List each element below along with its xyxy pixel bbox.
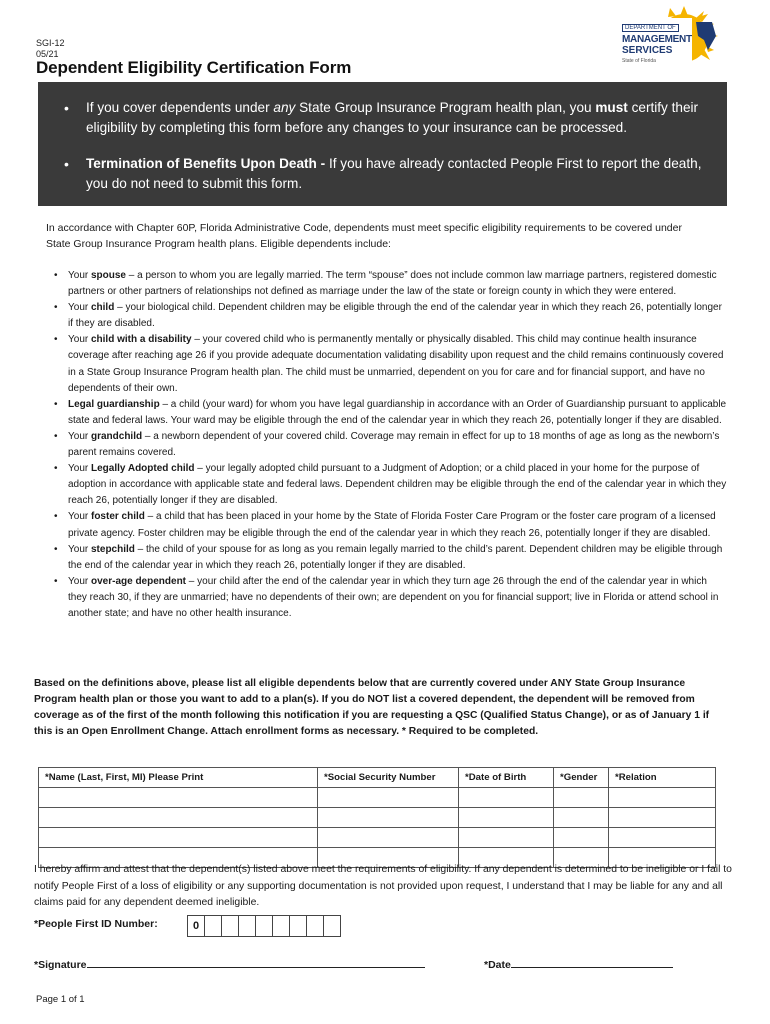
gender-cell[interactable] — [554, 788, 609, 808]
id-digit-box[interactable] — [255, 915, 273, 937]
definitions-list — [68, 268, 728, 622]
name-cell[interactable] — [39, 808, 318, 828]
logo-line-1: DEPARTMENT OF — [622, 24, 679, 32]
dms-logo — [612, 6, 722, 72]
relation-cell[interactable] — [609, 828, 716, 848]
page-number: Page 1 of 1 — [36, 994, 85, 1005]
definition-term: Legal guardianship — [68, 398, 160, 410]
ssn-cell[interactable] — [318, 788, 459, 808]
definition-item — [68, 397, 728, 429]
id-digit-box[interactable] — [272, 915, 290, 937]
header-ssn: *Social Security Number — [318, 768, 459, 788]
date-label: *Date — [484, 959, 511, 971]
date-field — [484, 956, 673, 971]
notice-strong: Termination of Benefits Upon Death - — [86, 156, 329, 171]
definition-term: spouse — [90, 270, 126, 281]
table-row[interactable] — [39, 828, 716, 848]
id-digit-box[interactable] — [323, 915, 341, 937]
page-title: Dependent Eligibility Certification Form — [36, 58, 352, 77]
relation-cell[interactable] — [609, 788, 716, 808]
ssn-cell[interactable] — [318, 808, 459, 828]
definition-item — [68, 268, 728, 300]
definition-prefix: Your — [68, 575, 91, 587]
dob-cell[interactable] — [459, 788, 554, 808]
affirmation-paragraph: I hereby affirm and attest that the dependent(s) listed above meet the requirements of eligibility. If any dependent is determined to be ineligible or I fail to notify People First of a loss of eligibility or any supporting documentation is not provided upon request, I understand that I may be liable for any and all claims paid for any dependent deemed ineligible. — [34, 864, 732, 908]
id-digit-box[interactable] — [289, 915, 307, 937]
gender-cell[interactable] — [554, 808, 609, 828]
notice-banner — [38, 82, 727, 206]
definition-text: – your biological child. Dependent children may be eligible through the end of the calendar year in which they reach 26, potentially longer if they are disabled. — [68, 302, 722, 330]
name-cell[interactable] — [39, 828, 318, 848]
notice-strong: must — [595, 100, 628, 115]
logo-line-3: SERVICES — [622, 45, 673, 56]
intro-paragraph: In accordance with Chapter 60P, Florida Administrative Code, dependents must meet specific eligibility requirements to be covered under State Group Insurance Program health plans. Eligible dependents include: — [46, 222, 682, 250]
definition-term: Legally Adopted child — [90, 463, 195, 475]
definition-item — [68, 461, 728, 509]
gender-cell[interactable] — [554, 828, 609, 848]
definition-text: – your child after the end of the calendar year in which they turn age 26 through the end of the calendar year in which they reach 30, if they are unmarried; have no dependents of their own; are dependent on you for financial support; live in Florida or attend school in another state; and have no other health insurance. — [68, 575, 719, 619]
definition-prefix: Your — [68, 463, 91, 475]
definition-text: – a child that has been placed in your home by the State of Florida Foster Care Program or the foster care program of a licensed private agency. Foster children may be eligible through the end of the calendar year in which they reach 26, potentially longer if they are disabled. — [68, 511, 716, 539]
definition-term: foster child — [90, 511, 145, 523]
definition-text: – your covered child who is permanently mentally or physically disabled. This child may continue health insurance coverage after reaching age 26 if you provide adequate documentation validating disability upon request and the child remains continuously covered in a State Group Insurance Program health plan. The child must be unmarried, dependent on you for care and for financial support, and have no dependents of their own. — [68, 334, 724, 394]
definition-text: – your legally adopted child pursuant to a Judgment of Adoption; or a child placed in your home for the purpose of adoption in accordance with applicable state and federal laws. Dependent children may be eligible through the end of the calendar year in which they reach 26, potentially longer if they are disabled. — [68, 463, 727, 507]
instructions-paragraph: Based on the definitions above, please list all eligible dependents below that are currently covered under ANY State Group Insurance Program health plan or those you want to add to a plan(s). If you do NOT list a covered dependent, the dependent will be removed from coverage as of the first of the month following this notification if you are requesting a QSC (Qualified Status Change), or as of January 1 if this is an Open Enrollment Change. Attach enrollment forms as necessary. * Required to be completed. — [34, 678, 710, 737]
table-row[interactable] — [39, 788, 716, 808]
header-relation: *Relation — [609, 768, 716, 788]
definition-item — [68, 509, 728, 541]
signature-field — [34, 956, 425, 971]
id-digit-box[interactable] — [306, 915, 324, 937]
definition-item — [68, 429, 728, 461]
id-digit-box[interactable] — [238, 915, 256, 937]
definition-term: stepchild — [90, 543, 135, 555]
definition-term: grandchild — [90, 430, 143, 442]
signature-line[interactable] — [87, 956, 425, 968]
definition-prefix: Your — [68, 270, 91, 281]
relation-cell[interactable] — [609, 808, 716, 828]
definition-text: – a child (your ward) for whom you have legal guardianship in accordance with an Order of Guardianship pursuant to applicable state and federal laws. Your ward may be eligible through the end of the calendar year in which they reach 26, potentially longer if they are disabled. — [68, 398, 727, 426]
id-digit-box[interactable] — [221, 915, 239, 937]
id-digit-box[interactable]: 0 — [187, 915, 205, 937]
name-cell[interactable] — [39, 788, 318, 808]
definition-text: – a newborn dependent of your covered child. Coverage may remain in effect for up to 18 months of age as long as the newborn’s parent remains covered. — [68, 430, 720, 459]
notice-item-termination — [86, 154, 716, 194]
definition-prefix: Your — [68, 430, 91, 442]
people-first-id-boxes — [188, 915, 341, 937]
definition-prefix: Your — [68, 511, 91, 523]
table-header-row — [39, 768, 716, 788]
notice-item-cover-dependents — [86, 98, 716, 138]
ssn-cell[interactable] — [318, 828, 459, 848]
definition-item — [68, 574, 728, 622]
definition-item — [68, 300, 728, 332]
notice-text: If you cover dependents under — [86, 100, 274, 115]
definition-item — [68, 542, 728, 574]
dob-cell[interactable] — [459, 808, 554, 828]
notice-text: certify their eligibility by completing this form before any changes to your insurance can be processed. — [86, 100, 699, 135]
date-line[interactable] — [511, 956, 673, 968]
table-row[interactable] — [39, 808, 716, 828]
definition-prefix: Your — [68, 302, 91, 314]
notice-text: State Group Insurance Program health plan, you — [295, 100, 596, 115]
definition-term: child with a disability — [90, 334, 192, 346]
definition-term: over-age dependent — [90, 575, 187, 587]
header-name: *Name (Last, First, MI) Please Print — [39, 768, 318, 788]
definition-text: – the child of your spouse for as long as you remain legally married to the child’s parent. Dependent children may be eligible through the end of the calendar year in which they reach 26, potentially longer if they are disabled. — [68, 543, 723, 571]
definition-term: child — [90, 302, 115, 314]
header-gender: *Gender — [554, 768, 609, 788]
logo-line-4: State of Florida — [622, 58, 656, 64]
signature-label: *Signature — [34, 959, 87, 971]
dependents-table — [38, 767, 716, 868]
id-digit-box[interactable] — [204, 915, 222, 937]
form-date: 05/21 — [36, 49, 59, 59]
definition-prefix: Your — [68, 543, 91, 555]
logo-line-2: MANAGEMENT — [622, 34, 692, 45]
definition-prefix: Your — [68, 334, 91, 346]
form-code-block — [36, 38, 65, 60]
people-first-id-label: *People First ID Number: — [34, 918, 158, 930]
dob-cell[interactable] — [459, 828, 554, 848]
definition-item — [68, 332, 728, 396]
notice-emphasis: any — [273, 100, 296, 115]
definition-text: – a person to whom you are legally married. The term “spouse” does not include common law marriage partners, registered domestic partners or other partners of relationships not defined as marriage under the law of the state or foreign county in which they were entered. — [68, 270, 717, 298]
header-dob: *Date of Birth — [459, 768, 554, 788]
notice-text: If you have already contacted People First to report the death, you do not need to submit this form. — [86, 156, 702, 191]
form-code: SGI-12 — [36, 38, 65, 48]
